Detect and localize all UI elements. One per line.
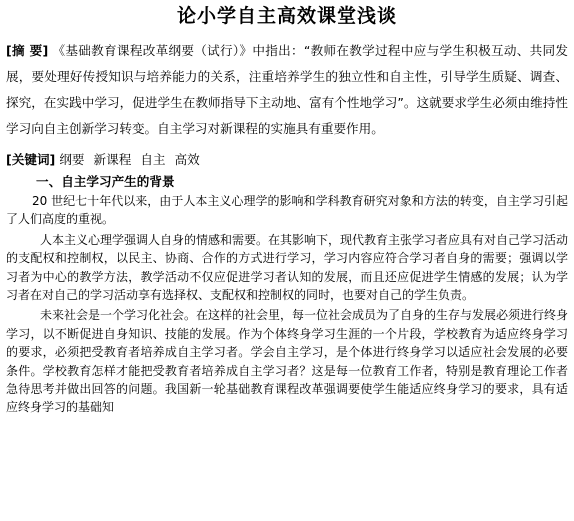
keywords-tag: [关键词] <box>6 152 56 167</box>
keyword: 纲要 <box>59 152 85 167</box>
keywords <box>6 150 568 170</box>
abstract <box>6 38 568 142</box>
keyword: 新课程 <box>93 152 132 167</box>
section-heading: 一、自主学习产生的背景 <box>36 174 175 189</box>
keyword: 自主 <box>140 152 166 167</box>
article-title: 论小学自主高效课堂浅谈 <box>176 5 397 27</box>
paragraph: 人本主义心理学强调人自身的情感和需要。在其影响下，现代教育主张学习者应具有对自己学习活动的支配权和控制权，以民主、协商、合作的方式进行学习，学习内容应符合学习者自身的需要；强调以学习者为中心的教学方法，教学活动不仅应促进学习者认知的发展，而且还应促进学生情感的发展；认为学习者在对自己的学习活动享有选择权、支配权和控制权的同时，也要对自己的学生负责。 <box>6 232 569 303</box>
paragraph: 未来社会是一个学习化社会。在这样的社会里，每一位社会成员为了自身的生存与发展必须进行终身学习，以不断促进自身知识、技能的发展。作为个体终身学习生涯的一个片段，学校教育为适应终身学习的要求，必须把受教育者培养成自主学习者。学会自主学习，是个体进行终身学习以适应社会发展的必要条件。学校教育怎样才能把受教育者培养成自主学习者？这是每一位教育工作者，特别是教育理论工作者急待思考并做出回答的问题。我国新一轮基础教育课程改革强调要使学生能适应终身学习的要求，具有适应终身学习的基础知 <box>6 308 569 415</box>
abstract-tag: [摘 要] <box>6 43 49 58</box>
keyword: 高效 <box>174 152 200 167</box>
paragraph: 20 世纪七十年代以来，由于人本主义心理学的影响和学科教育研究对象和方法的转变，自主学习引起了人们高度的重视。 <box>6 194 568 227</box>
abstract-text: 《基础教育课程改革纲要（试行）》中指出：“教师在教学过程中应与学生积极互动、共同发展，要处理好传授知识与培养能力的关系，注重培养学生的独立性和自主性，引导学生质疑、调查、探究，在实践中学习，促进学生在教师指导下主动地、富有个性地学习”。这就要求学生必须由维持性学习向自主创新学习转变。自主学习对新课程的实施具有重要作用。 <box>6 43 568 136</box>
